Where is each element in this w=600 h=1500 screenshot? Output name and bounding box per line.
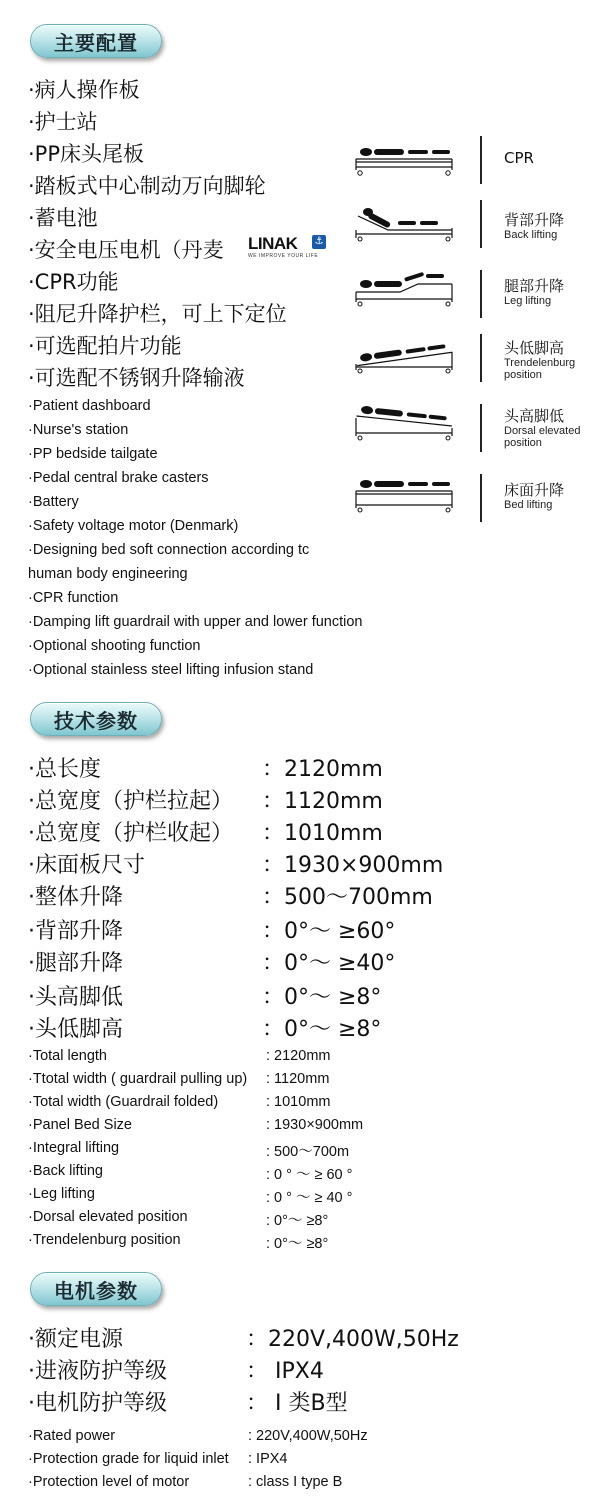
spec-en-label: ·Ttotal width ( guardrail pulling up) [28, 1071, 248, 1087]
config-en-item: ·PP bedside tailgate [28, 446, 158, 462]
config-cn-item: ·踏板式中心制动万向脚轮 [28, 174, 266, 198]
config-en-item: ·Nurse's station [28, 422, 129, 438]
linak-logo [248, 234, 328, 260]
position-label [504, 278, 564, 307]
spec-cn-value: ：1120mm [262, 789, 383, 814]
position-label-zh: 头低脚高 [504, 339, 565, 357]
config-cn-item: ·可选配不锈钢升降输液 [28, 366, 245, 390]
motor-cn-label: ·额定电源 [28, 1327, 123, 1352]
position-label [504, 482, 564, 511]
spec-cn-value: ：2120mm [262, 757, 383, 782]
linak-tagline: WE IMPROVE YOUR LIFE [248, 253, 319, 259]
spec-cn-label: ·头低脚高 [28, 1017, 123, 1042]
position-label [504, 340, 594, 381]
config-cn-item: ·CPR功能 [28, 270, 119, 294]
linak-emblem-icon: ⚓ [312, 235, 326, 249]
config-cn-item: ·蓄电池 [28, 206, 98, 230]
config-cn-item: ·病人操作板 [28, 78, 140, 102]
spec-cn-label: ·总长度 [28, 757, 101, 782]
spec-en-value: : 1120mm [266, 1071, 330, 1087]
divider-line [480, 136, 482, 184]
spec-cn-label: ·背部升降 [28, 919, 123, 944]
config-cn-item: ·PP床头尾板 [28, 142, 145, 166]
position-label-zh: 床面升降 [504, 481, 565, 499]
config-en-item: ·CPR function [28, 590, 119, 606]
spec-en-value: : 2120mm [266, 1048, 331, 1064]
spec-cn-value: ：1930×900mm [262, 853, 444, 878]
spec-en-label: ·Back lifting [28, 1163, 103, 1179]
config-cn-item: ·安全电压电机（丹麦 [28, 238, 224, 262]
spec-cn-value: ：0°～ ≥8° [262, 985, 382, 1010]
spec-en-value: : 0°～ ≥8° [266, 1213, 329, 1229]
config-cn-item: ·护士站 [28, 110, 98, 134]
spec-en-label: ·Leg lifting [28, 1186, 95, 1202]
config-en-item: ·Optional stainless steel lifting infusion stand [28, 662, 314, 678]
motor-en-value: : IPX4 [248, 1451, 288, 1467]
section-title-config: 主要配置 [30, 24, 162, 58]
spec-cn-value: ：0°～ ≥60° [262, 919, 396, 944]
motor-en-label: ·Protection grade for liquid inlet [28, 1451, 229, 1467]
motor-cn-value: ： I 类B型 [246, 1391, 348, 1416]
spec-en-value: : 1930×900mm [266, 1117, 364, 1133]
config-en-item: ·Battery [28, 494, 79, 510]
motor-en-value: : class I type B [248, 1474, 343, 1490]
spec-en-value: : 0°～ ≥8° [266, 1236, 329, 1252]
motor-cn-value: ：220V,400W,50Hz [246, 1327, 459, 1352]
bed-lifting-icon [352, 478, 458, 514]
spec-en-label: ·Total length [28, 1048, 107, 1064]
spec-cn-value: ：0°～ ≥8° [262, 1017, 382, 1042]
config-en-item: ·Designing bed soft connection according tc [28, 542, 310, 558]
position-label-en: Dorsal elevated position [504, 425, 581, 449]
bed-trendelenburg-icon [352, 338, 458, 374]
position-label [504, 408, 594, 449]
config-en-item: ·Damping lift guardrail with upper and lower function [28, 614, 363, 630]
bed-flat-cpr-icon [352, 142, 458, 178]
position-label-zh: 头高脚低 [504, 407, 565, 425]
position-label-zh: 背部升降 [504, 211, 565, 229]
motor-en-label: ·Protection level of motor [28, 1474, 190, 1490]
spec-en-value: : 0 ° ～ ≥ 60 ° [266, 1167, 353, 1183]
spec-cn-label: ·整体升降 [28, 885, 123, 910]
divider-line [480, 404, 482, 452]
spec-cn-label: ·总宽度（护栏收起） [28, 821, 233, 846]
divider-line [480, 474, 482, 522]
position-label-en: Trendelenburg position [504, 357, 576, 381]
section-title-specs: 技术参数 [30, 702, 162, 736]
motor-cn-label: ·进液防护等级 [28, 1359, 167, 1384]
bed-leg-lifting-icon [352, 272, 458, 308]
spec-en-value: : 1010mm [266, 1094, 331, 1110]
config-cn-item: ·可选配拍片功能 [28, 334, 182, 358]
config-en-item: ·Safety voltage motor (Denmark) [28, 518, 239, 534]
position-label [504, 212, 564, 241]
position-label [504, 150, 534, 167]
spec-cn-value: ：500～700mm [262, 885, 433, 910]
divider-line [480, 270, 482, 318]
spec-cn-label: ·总宽度（护栏拉起） [28, 789, 233, 814]
spec-en-value: : 500～700m [266, 1144, 350, 1160]
spec-cn-value: ：0°～ ≥40° [262, 951, 396, 976]
config-en-item: human body engineering [28, 566, 188, 582]
position-label-en: Back lifting [504, 229, 558, 241]
bed-back-lifting-icon [352, 206, 458, 242]
spec-en-label: ·Total width (Guardrail folded) [28, 1094, 219, 1110]
bed-dorsal-elevated-icon [352, 406, 458, 442]
section-title-motor: 电机参数 [30, 1272, 162, 1306]
config-en-item: ·Optional shooting function [28, 638, 201, 654]
spec-en-label: ·Dorsal elevated position [28, 1209, 188, 1225]
spec-cn-label: ·头高脚低 [28, 985, 123, 1010]
linak-wordmark: LINAK [248, 234, 298, 253]
spec-en-label: ·Panel Bed Size [28, 1117, 132, 1133]
position-label-en: Leg lifting [504, 295, 552, 307]
motor-en-value: : 220V,400W,50Hz [248, 1428, 368, 1444]
spec-en-value: : 0 ° ～ ≥ 40 ° [266, 1190, 353, 1206]
divider-line [480, 334, 482, 382]
config-en-item: ·Pedal central brake casters [28, 470, 209, 486]
spec-cn-value: ：1010mm [262, 821, 383, 846]
spec-en-label: ·Integral lifting [28, 1140, 120, 1156]
spec-cn-label: ·腿部升降 [28, 951, 123, 976]
position-label-zh: CPR [504, 149, 534, 167]
motor-cn-label: ·电机防护等级 [28, 1391, 167, 1416]
position-label-zh: 腿部升降 [504, 277, 565, 295]
config-cn-item: ·阻尼升降护栏，可上下定位 [28, 302, 287, 326]
divider-line [480, 200, 482, 248]
position-label-en: Bed lifting [504, 499, 553, 511]
spec-cn-label: ·床面板尺寸 [28, 853, 145, 878]
motor-cn-value: ： IPX4 [246, 1359, 324, 1384]
motor-en-label: ·Rated power [28, 1428, 116, 1444]
spec-en-label: ·Trendelenburg position [28, 1232, 181, 1248]
config-en-item: ·Patient dashboard [28, 398, 151, 414]
